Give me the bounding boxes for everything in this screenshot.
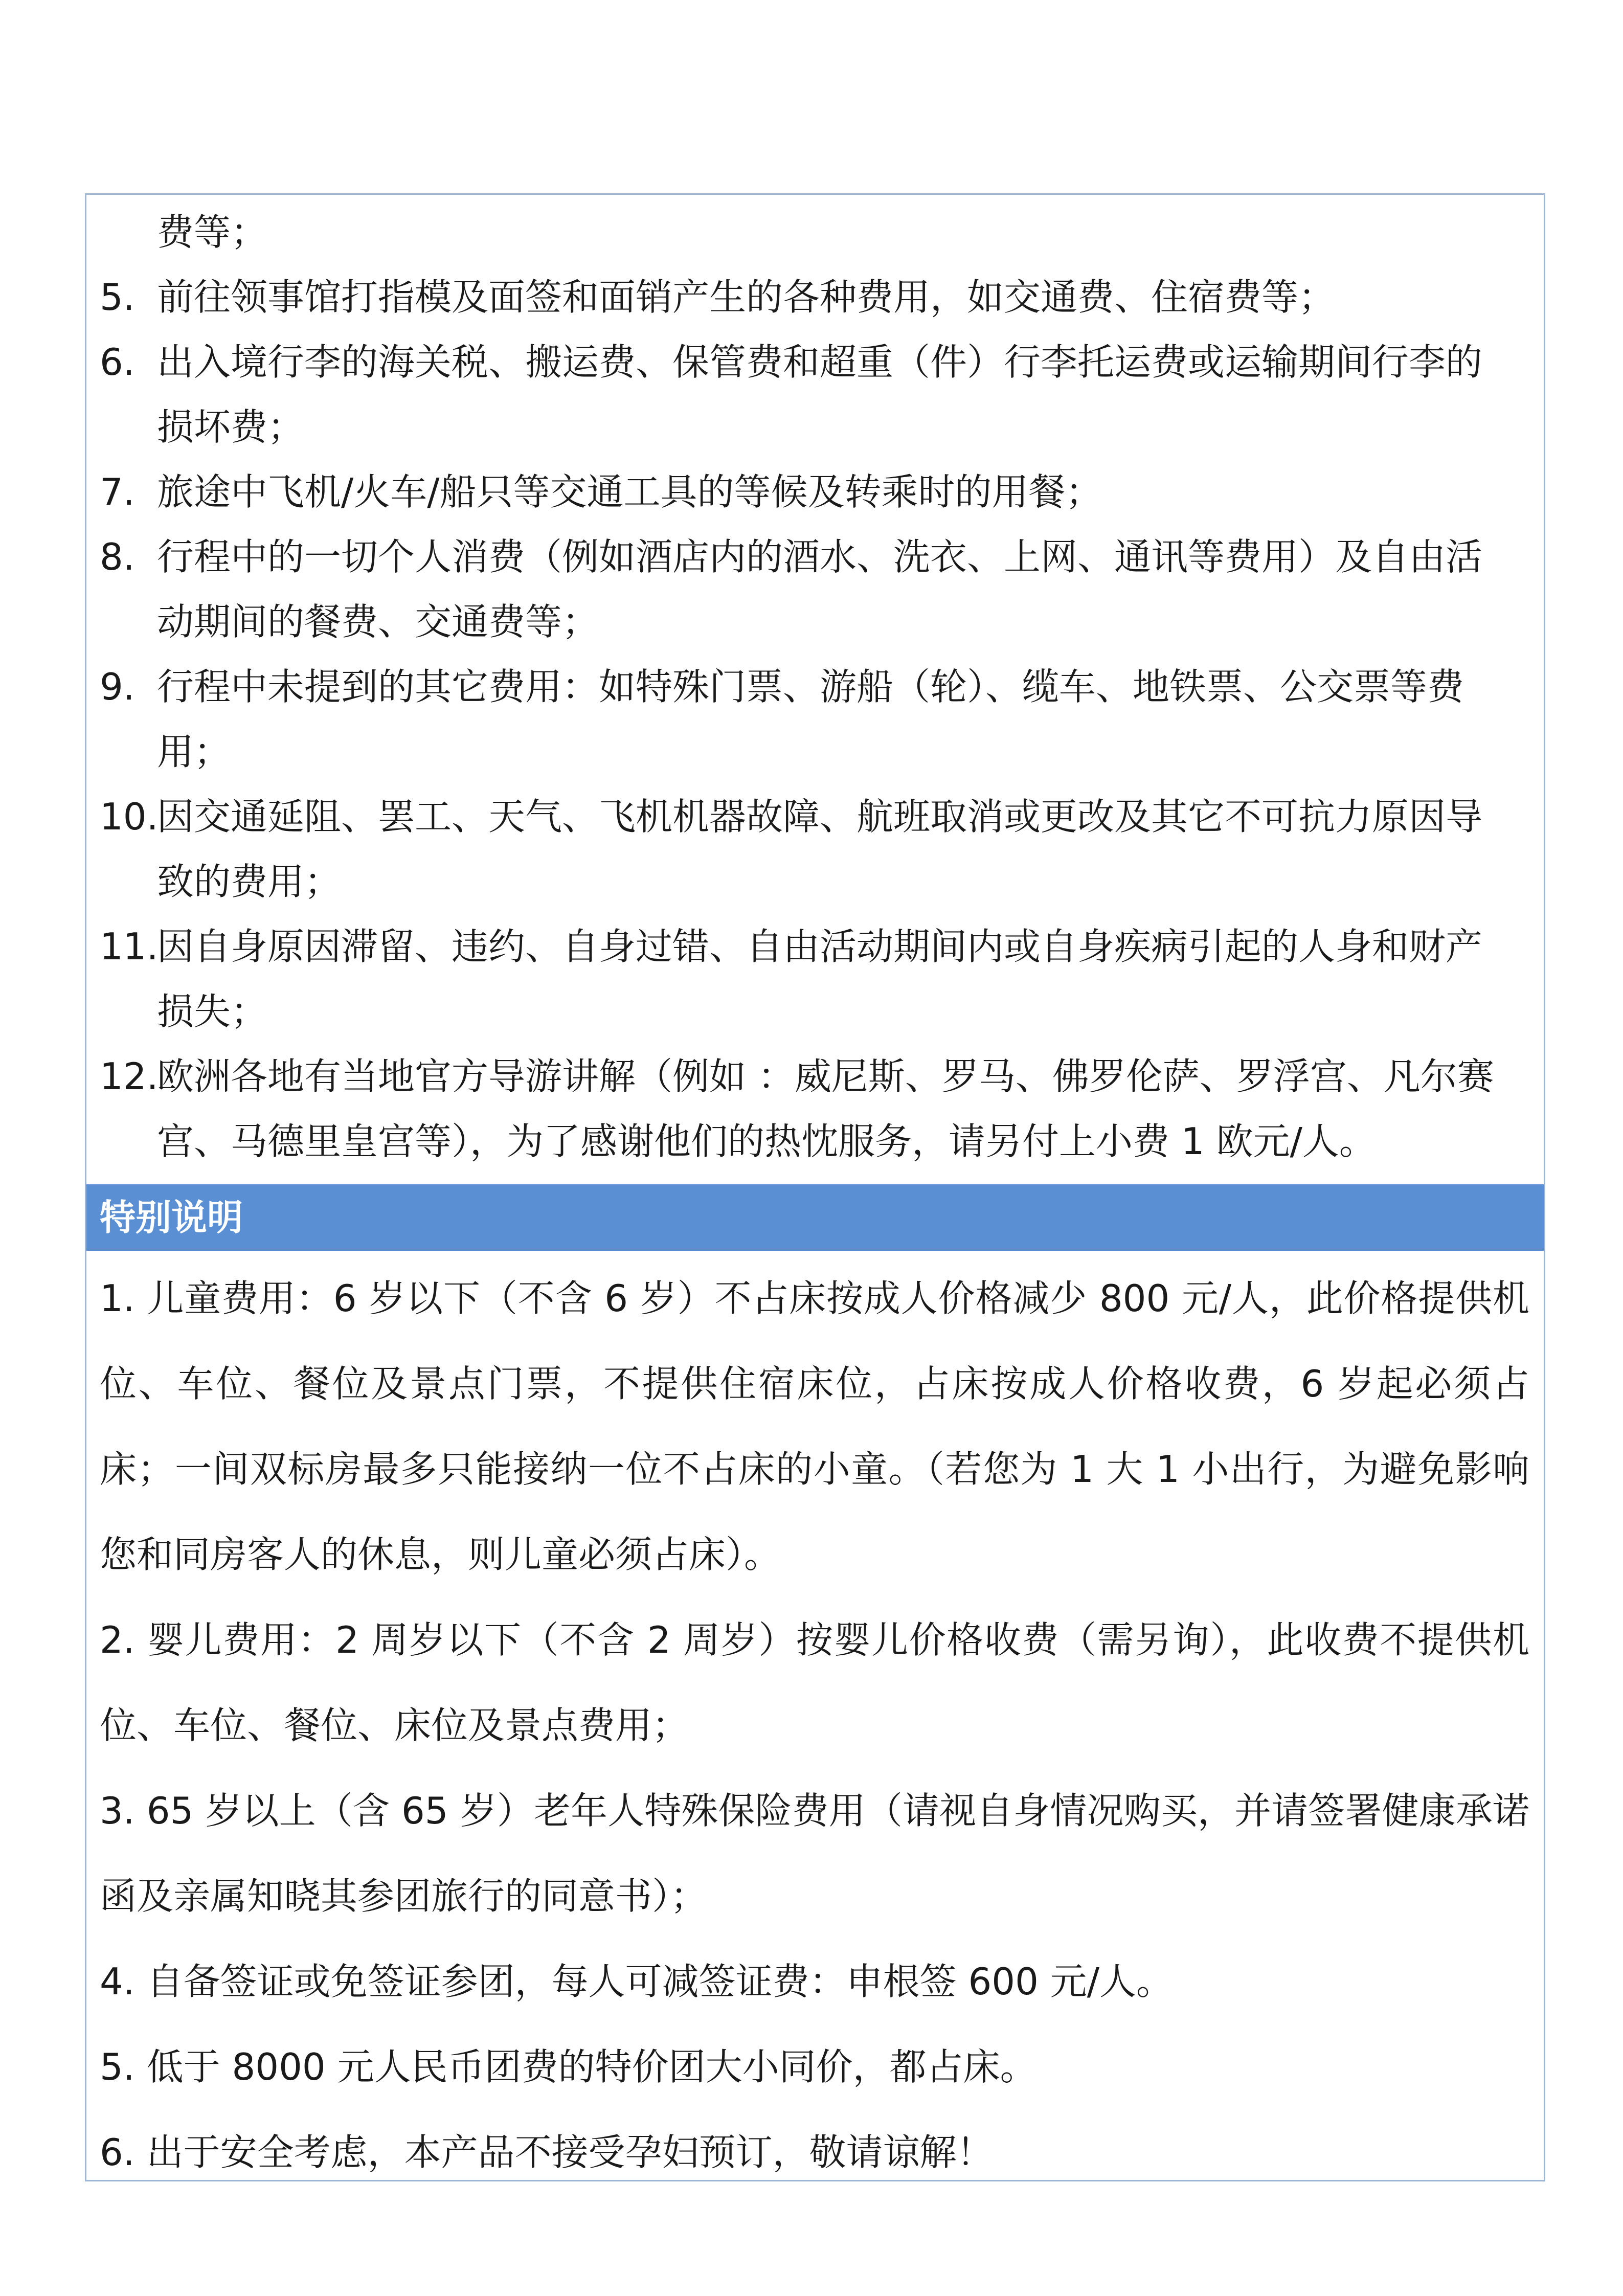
fee-item bbox=[100, 1044, 1544, 1109]
fee-item-text: 行程中未提到的其它费用：如特殊门票、游船（轮）、缆车、地铁票、公交票等费 bbox=[157, 665, 1464, 708]
fee-item bbox=[100, 784, 1544, 849]
fee-item-continuation: 动期间的餐费、交通费等； bbox=[157, 600, 599, 643]
fee-item-text: 欧洲各地有当地官方导游讲解（例如 ：威尼斯、罗马、佛罗伦萨、罗浮宫、凡尔赛 bbox=[157, 1055, 1494, 1098]
fee-item-number: 5. bbox=[100, 276, 135, 319]
fee-item-text: 出入境行李的海关税、搬运费、保管费和超重（件）行李托运费或运输期间行李的 bbox=[157, 341, 1483, 384]
fee-item bbox=[100, 914, 1544, 979]
fee-item-number: 6. bbox=[100, 341, 135, 384]
fee-item bbox=[100, 525, 1544, 590]
special-notes-list bbox=[86, 1256, 1544, 2195]
fee-item-continuation: 损坏费； bbox=[157, 406, 305, 448]
fee-item bbox=[100, 655, 1544, 719]
fee-item-continuation: 用； bbox=[157, 730, 231, 773]
special-note-item: 1. 儿童费用：6 岁以下（不含 6 岁）不占床按成人价格减少 800 元/人，此价格提供机位、车位、餐位及景点门票，不提供住宿床位，占床按成人价格收费，6 岁起必须占床；一间双标房最多只能接纳一位不占床的小童。（若您为 1 大 1 小出行，为避免影响您和同房客人的休息，则儿童必须占床）。 bbox=[100, 1277, 1529, 1576]
fee-item-number: 11. bbox=[100, 925, 159, 968]
special-note-item: 3. 65 岁以上（含 65 岁）老年人特殊保险费用（请视自身情况购买，并请签署健康承诺函及亲属知晓其参团旅行的同意书）； bbox=[100, 1789, 1529, 1918]
fee-item bbox=[100, 460, 1544, 525]
fee-item bbox=[100, 265, 1544, 330]
special-notes-header: 特别说明 bbox=[86, 1184, 1544, 1251]
fee-item-continuation: 损失； bbox=[157, 990, 268, 1033]
fee-item-text: 旅途中飞机/火车/船只等交通工具的等候及转乘时的用餐； bbox=[157, 470, 1102, 513]
special-note-item: 6. 出于安全考虑，本产品不接受孕妇预订，敬请谅解！ bbox=[100, 2131, 994, 2174]
fee-item-text: 前往领事馆打指模及面签和面销产生的各种费用，如交通费、住宿费等； bbox=[157, 276, 1336, 319]
fee-exclusions-list bbox=[86, 195, 1544, 1174]
document-frame bbox=[85, 193, 1545, 2181]
fee-item-number: 12. bbox=[100, 1055, 159, 1098]
special-note-item: 4. 自备签证或免签证参团，每人可减签证费：申根签 600 元/人。 bbox=[100, 1960, 1174, 2003]
fee-item-text: 行程中的一切个人消费（例如酒店内的酒水、洗衣、上网、通讯等费用）及自由活 bbox=[157, 535, 1483, 578]
fee-item-number: 9. bbox=[100, 665, 135, 708]
fee-item-number: 10. bbox=[100, 795, 159, 838]
fee-item-number: 7. bbox=[100, 470, 135, 513]
fee-item-text: 因自身原因滞留、违约、自身过错、自由活动期间内或自身疾病引起的人身和财产 bbox=[157, 925, 1483, 968]
continuation-line: 费等； bbox=[157, 211, 268, 254]
fee-item-continuation: 致的费用； bbox=[157, 860, 342, 903]
special-note-item: 5. 低于 8000 元人民币团费的特价团大小同价，都占床。 bbox=[100, 2045, 1037, 2088]
fee-item bbox=[100, 330, 1544, 395]
special-note-item: 2. 婴儿费用：2 周岁以下（不含 2 周岁）按婴儿价格收费（需另询），此收费不提供机位、车位、餐位、床位及景点费用； bbox=[100, 1618, 1529, 1747]
fee-item-text: 因交通延阻、罢工、天气、飞机机器故障、航班取消或更改及其它不可抗力原因导 bbox=[157, 795, 1483, 838]
fee-item-number: 8. bbox=[100, 535, 135, 578]
fee-item-continuation: 宫、马德里皇宫等），为了感谢他们的热忱服务，请另付上小费 1 欧元/人。 bbox=[157, 1120, 1376, 1163]
